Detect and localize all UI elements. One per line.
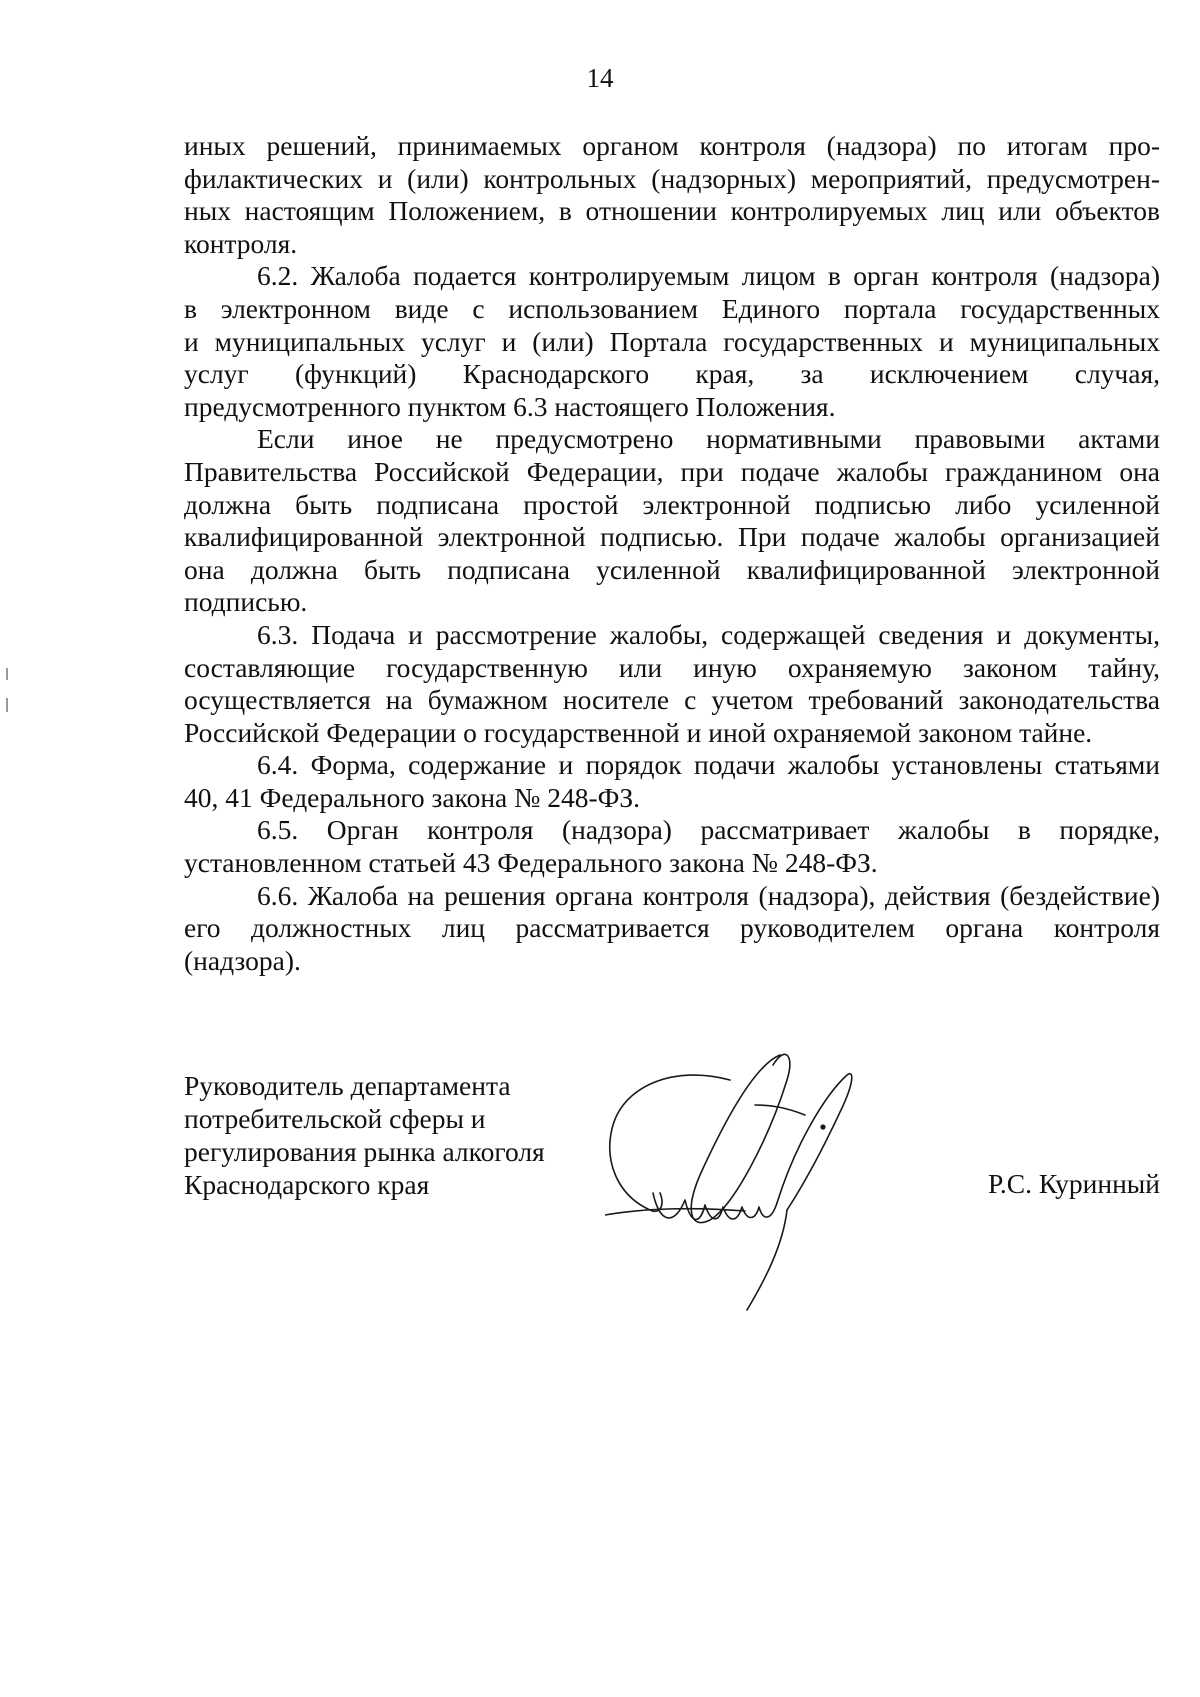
position-line: Краснодарского края — [184, 1169, 430, 1200]
body-line: составляющие государственную или иную охраняемую законом тайну, — [184, 651, 1160, 683]
margin-mark — [6, 698, 8, 712]
body-line: 6.3. Подача и рассмотрение жалобы, содержащей сведения и документы, — [257, 618, 1160, 650]
body-line: услуг (функций) Краснодарского края, за исключением случая, — [184, 358, 1160, 390]
body-line: ных настоящим Положением, в отношении контролируемых лиц или объектов — [184, 195, 1160, 227]
body-line: Российской Федерации о государственной и иной охраняемой законом тайне. — [184, 716, 1093, 748]
body-line: осуществляется на бумажном носителе с учетом требований законодательства — [184, 684, 1160, 716]
body-line: 6.6. Жалоба на решения органа контроля (надзора), действия (бездействие) — [257, 879, 1160, 911]
body-line: квалифицированной электронной подписью. При подаче жалобы организацией — [184, 521, 1160, 553]
body-line: его должностных лиц рассматривается руководителем органа контроля — [184, 912, 1160, 944]
body-line: предусмотренного пунктом 6.3 настоящего Положения. — [184, 390, 836, 422]
body-line: должна быть подписана простой электронной подписью либо усиленной — [184, 488, 1160, 520]
signer-name: Р.С. Куринный — [988, 1168, 1160, 1199]
body-line: 6.4. Форма, содержание и порядок подачи жалобы установлены статьями — [257, 749, 1160, 781]
body-line: (надзора). — [184, 944, 301, 976]
body-line: установленном статьей 43 Федерального закона № 248-ФЗ. — [184, 847, 878, 879]
position-line: регулирования рынка алкоголя — [184, 1136, 545, 1167]
position-line: Руководитель департамента — [184, 1070, 511, 1101]
body-line: и муниципальных услуг и (или) Портала государственных и муниципальных — [184, 325, 1160, 357]
body-line: она должна быть подписана усиленной квалифицированной электронной — [184, 553, 1160, 585]
page-number: 14 — [586, 63, 614, 93]
body-text — [184, 130, 1160, 977]
margin-mark — [6, 668, 8, 680]
body-line: 40, 41 Федерального закона № 248-ФЗ. — [184, 781, 641, 813]
position-line: потребительской сферы и — [184, 1103, 486, 1134]
handwritten-signature-icon — [605, 1025, 945, 1315]
body-line: Правительства Российской Федерации, при подаче жалобы гражданином она — [184, 455, 1160, 487]
body-line: Если иное не предусмотрено нормативными правовыми актами — [257, 423, 1160, 455]
body-line: иных решений, принимаемых органом контроля (надзора) по итогам про- — [184, 130, 1160, 161]
body-line: в электронном виде с использованием Единого портала государственных — [184, 292, 1160, 324]
body-line: 6.5. Орган контроля (надзора) рассматривает жалобы в порядке, — [257, 814, 1160, 846]
body-line: контроля. — [184, 227, 298, 259]
body-line: подписью. — [184, 586, 308, 618]
body-line: 6.2. Жалоба подается контролируемым лицом в орган контроля (надзора) — [257, 260, 1160, 292]
body-line: филактических и (или) контрольных (надзорных) мероприятий, предусмотрен- — [184, 162, 1160, 194]
signatory-position — [184, 1069, 604, 1201]
